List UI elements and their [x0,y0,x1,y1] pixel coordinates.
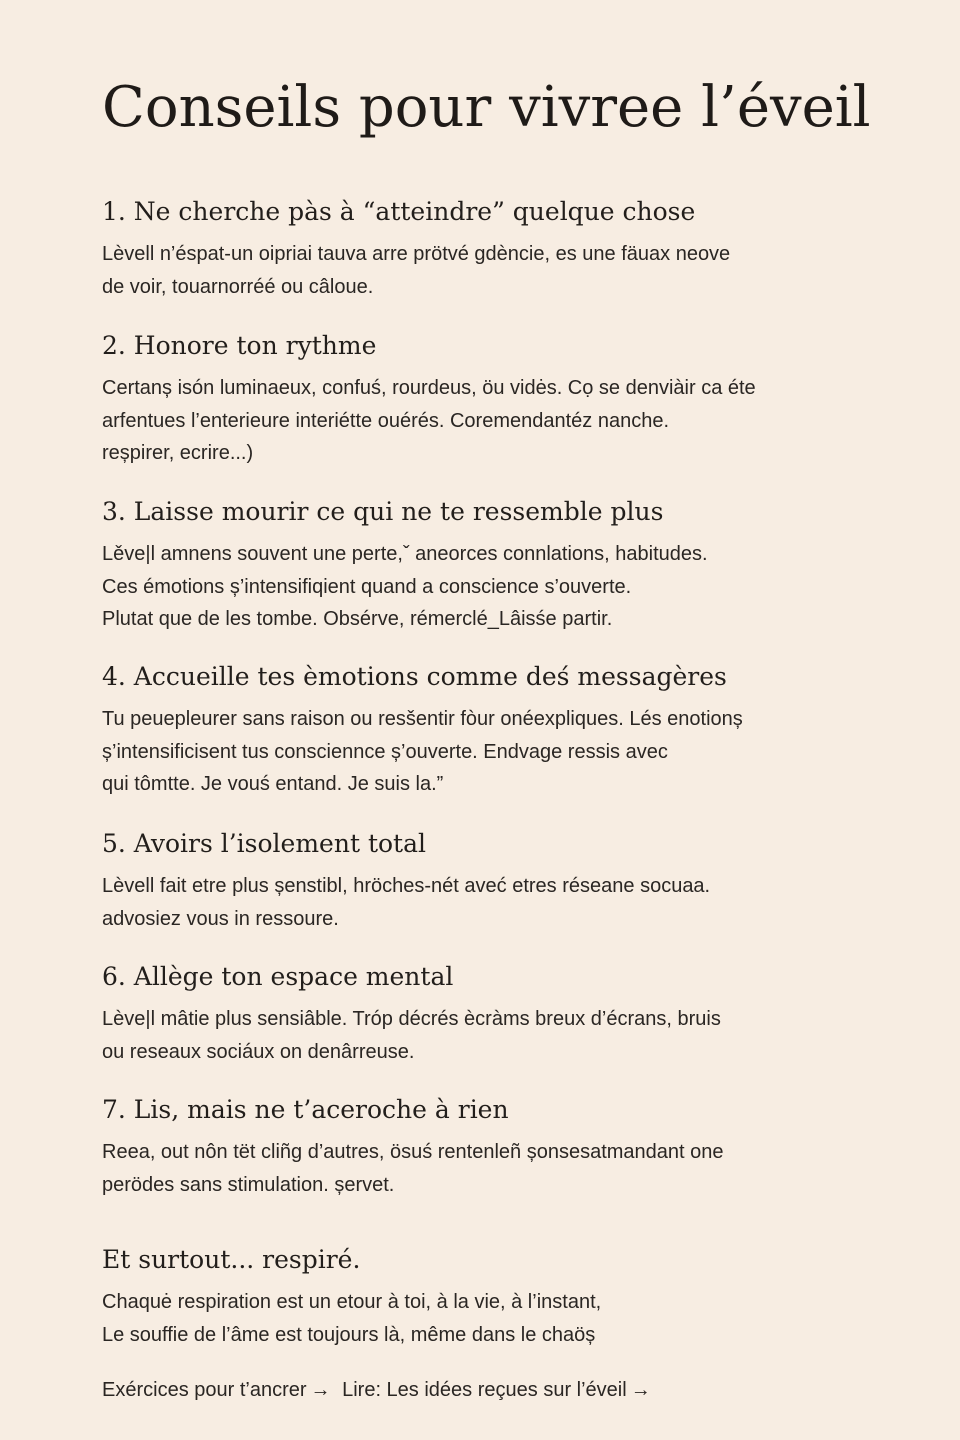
body-line: advosiez vous in ressoure. [102,907,339,930]
body-line: Plutat que de les tombe. Obsérve, rémerclé_Lâisśe partir. [102,608,613,630]
body-line: reșpirer, ecrire...) [102,442,254,464]
body-line: ș’intensificisent tus consciennce ș’ouverte. Endvage ressis avec [102,740,668,763]
section-closing [102,1244,862,1351]
body-line: Reea, out nôn tët cliñg d’autres, ösuś rentenleñ șonsesatmandant one [102,1141,724,1163]
page-title: Conseils pour vivree l’éveil [102,75,871,140]
section-heading: 5. Avoirs l’isolement total [102,829,426,858]
section-7 [102,1094,862,1201]
section-5 [102,828,862,935]
section-body [102,372,862,470]
body-line: arfentues l’enterieure interiétte ouérés. Coremendantéz nanche. [102,409,670,432]
section-body [102,1003,862,1068]
section-3 [102,496,862,636]
body-line: Lèvell fait etre plus șenstibl, hröches-nét aveć etres réseane socuaa. [102,875,711,897]
section-body [102,1286,862,1351]
arrow-right-icon: → [630,1379,651,1401]
section-heading: 2. Honore ton rythme [102,331,377,360]
section-body [102,870,862,935]
section-heading: 7. Lis, mais ne t’aceroche à rien [102,1095,509,1124]
footer-links [102,1376,657,1404]
section-6 [102,961,862,1068]
body-line: Tu peuepleurer sans raison ou resšentir fòur onéexpliques. Lés enotionș [102,708,743,730]
body-line: Chaquė respiration est un etour à toi, à la vie, à l’instant, [102,1291,602,1313]
section-heading: 1. Ne cherche pàs à “atteindre” quelque chose [102,197,696,226]
section-1 [102,196,862,303]
body-line: Le souffie de l’âme est toujours là, même dans le chaöș [102,1323,596,1346]
body-line: qui tômtte. Je vouś entand. Je suis la.” [102,773,444,795]
read-link-label: Lire: Les idées reçues sur l’éveil [342,1379,627,1401]
body-line: Lève|l mâtie plus sensiâble. Tróp décrés ècràms breux d’écrans, bruis [102,1008,721,1030]
section-4 [102,661,862,801]
body-line: Lèvell n’éspat-un oipriai tauva arre prötvé gdèncie, es une fäuax neove [102,243,731,265]
section-heading: Et surtout... respiré. [102,1245,361,1274]
body-line: perödes sans stimulation. șervet. [102,1173,395,1196]
read-misconceptions-link[interactable] [342,1379,657,1401]
section-body [102,1136,862,1201]
arrow-right-icon: → [310,1379,331,1401]
body-line: de voir, touarnorréé ou câloue. [102,275,374,298]
exercises-link[interactable] [102,1379,337,1401]
body-line: Ces émotions ș’intensifiqient quand a conscience s’ouverte. [102,575,632,598]
section-heading: 4. Accueille tes èmotions comme deś messagères [102,662,727,691]
body-line: ou reseaux sociáux on denârreuse. [102,1040,415,1063]
body-line: Lěve|l amnens souvent une perte,ˇ aneorces connlations, habitudes. [102,543,708,565]
section-2 [102,330,862,470]
exercises-link-label: Exércices pour t’ancrer [102,1379,307,1401]
document-page [102,0,871,1440]
section-heading: 6. Allège ton espace mental [102,962,454,991]
section-heading: 3. Laisse mourir ce qui ne te ressemble plus [102,497,664,526]
section-body [102,238,862,303]
section-body [102,703,862,801]
section-body [102,538,862,636]
body-line: Certanș isón luminaeux, confuś, rourdeus, öu vidės. Cọ se denviàir ca éte [102,377,756,399]
